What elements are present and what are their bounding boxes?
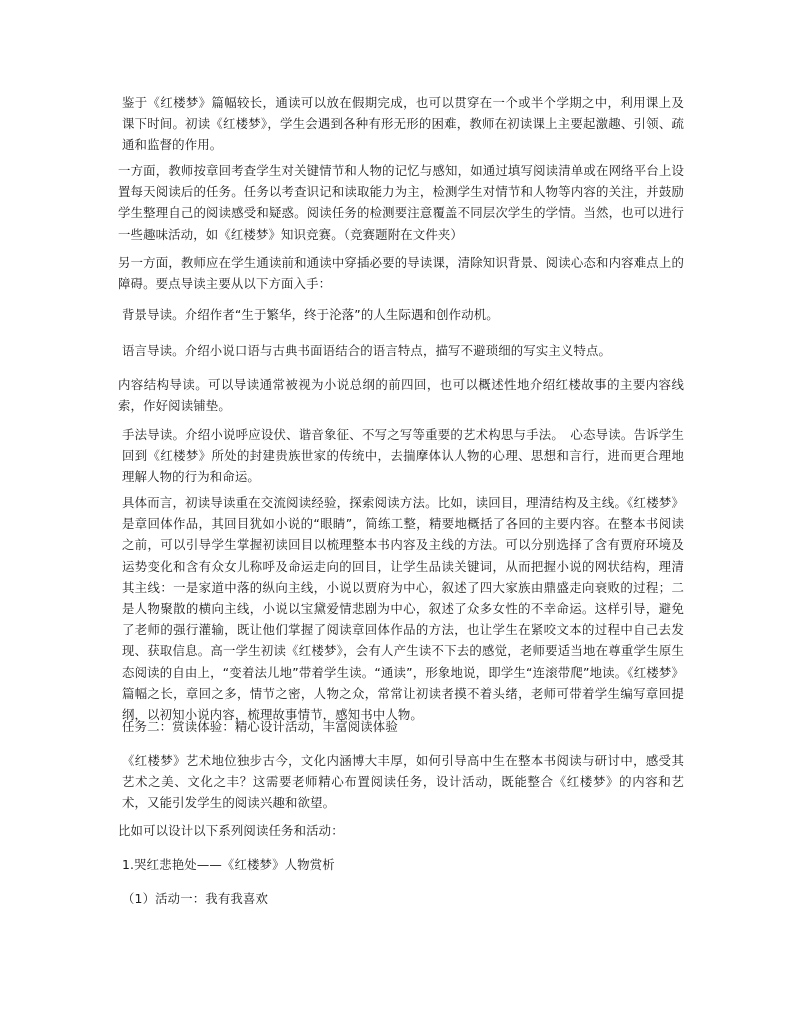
paragraph-activity-intro: 比如可以设计以下系列阅读任务和活动： [118,823,344,838]
paragraph-first-aspect: 一方面，教师按章回考查学生对关键情节和人物的记忆与感知，如通过填写阅读清单或在网络平台上设置每天阅读后的任务。任务以考查识记和读取能力为主，检测学生对情节和人物等内容的关注，并鼓励学生整理自己的阅读感受和疑惑。阅读任务的检测要注意覆盖不同层次学生的学情。当然，也可以进行一些趣味活动，如《红楼梦》知识竞赛。（竞赛题附在文件夹） [118,163,684,242]
list-item-activity-one: （1）活动一：我有我喜欢 [122,891,268,906]
list-item-character-analysis: 1.哭红悲艳处——《红楼梦》人物赏析 [122,857,335,872]
section-heading-task-two: 任务二：赏读体验：精心设计活动，丰富阅读体验 [122,719,398,734]
paragraph-background-guide: 背景导读。介绍作者“生于繁华，终于沦落”的人生际遇和创作动机。 [122,307,499,322]
paragraph-appreciation: 《红楼梦》艺术地位独步古今，文化内涵博大丰厚，如何引导高中生在整本书阅读与研讨中，感受其艺术之美、文化之丰？这需要老师精心布置阅读任务，设计活动，既能整合《红楼梦》的内容和艺术，又能引发学生的阅读兴趣和欲望。 [122,753,684,811]
paragraph-reading-methods: 具体而言，初读导读重在交流阅读经验，探索阅读方法。比如，读回目，理清结构及主线。《红楼梦》是章回体作品，其回目犹如小说的“眼睛”，简练工整，精要地概括了各回的主要内容。在整本书阅读之前，可以引导学生掌握初读回目以梳理整本书内容及主线的方法。可以分别选择了含有贾府环境及运势变化和含有众女儿称呼及命运走向的回目，让学生品读关键词，从而把握小说的网状结构，理清其主线：一是家道中落的纵向主线，小说以贾府为中心，叙述了四大家族由鼎盛走向衰败的过程；二是人物聚散的横向主线，小说以宝黛爱情悲剧为中心，叙述了众多女性的不幸命运。这样引导，避免了老师的强行灌输，既让他们掌握了阅读章回体作品的方法，也让学生在紧咬文本的过程中自己去发现、获取信息。高一学生初读《红楼梦》，会有人产生读不下去的感觉，老师要适当地在尊重学生原生态阅读的自由上，“变着法儿地”带着学生读。“通读”，形象地说，即学生“连滚带爬”地读。《红楼梦》篇幅之长，章回之多，情节之密，人物之众，常常让初读者摸不着头绪，老师可带着学生编写章回提纲，以初知小说内容，梳理故事情节，感知书中人物。 [122,495,684,723]
paragraph-intro: 鉴于《红楼梦》篇幅较长，通读可以放在假期完成，也可以贯穿在一个或半个学期之中，利用课上及课下时间。初读《红楼梦》，学生会遇到各种有形无形的困难，教师在初读课上主要起激趣、引领、疏通和监督的作用。 [122,95,684,153]
paragraph-technique-guide: 手法导读。介绍小说呼应设伏、谐音象征、不写之写等重要的艺术构思与手法。 心态导读。告诉学生回到《红楼梦》所处的封建贵族世家的传统中，去揣摩体认人物的心理、思想和言行，进而更合理地理解人物的行为和命运。 [122,427,684,485]
paragraph-structure-guide: 内容结构导读。可以导读通常被视为小说总纲的前四回，也可以概述性地介绍红楼故事的主要内容线索，作好阅读铺垫。 [118,377,684,414]
paragraph-second-aspect: 另一方面，教师应在学生通读前和通读中穿插必要的导读课，清除知识背景、阅读心态和内容难点上的障碍。要点导读主要从以下方面入手： [118,255,684,292]
paragraph-language-guide: 语言导读。介绍小说口语与古典书面语结合的语言特点，描写不避琐细的写实主义特点。 [122,343,612,358]
